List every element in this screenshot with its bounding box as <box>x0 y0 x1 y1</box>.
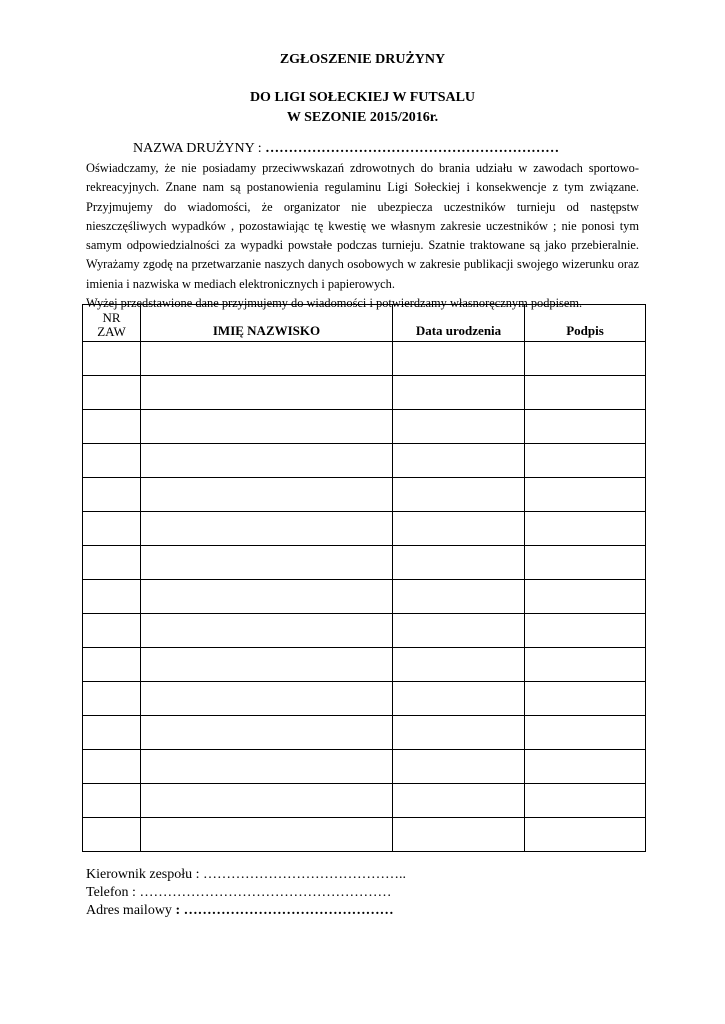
table-row <box>83 580 646 614</box>
cell-name[interactable] <box>141 376 393 410</box>
cell-name[interactable] <box>141 546 393 580</box>
cell-name[interactable] <box>141 818 393 852</box>
cell-name[interactable] <box>141 784 393 818</box>
cell-nr[interactable] <box>83 614 141 648</box>
declaration-confirmation: Wyżej przedstawione dane przyjmujemy do wiadomości i potwierdzamy własnoręcznym podpisem. <box>86 296 583 311</box>
email-field <box>86 902 406 920</box>
cell-name[interactable] <box>141 410 393 444</box>
cell-nr[interactable] <box>83 648 141 682</box>
cell-birth-date[interactable] <box>393 784 525 818</box>
cell-name[interactable] <box>141 444 393 478</box>
cell-nr[interactable] <box>83 478 141 512</box>
cell-nr[interactable] <box>83 818 141 852</box>
team-name-field <box>133 141 559 157</box>
cell-signature[interactable] <box>525 750 646 784</box>
cell-birth-date[interactable] <box>393 614 525 648</box>
cell-birth-date[interactable] <box>393 376 525 410</box>
team-name-dots: ……………………………………………………… <box>265 141 560 156</box>
phone-field: Telefon : ……………………………………………… <box>86 885 392 900</box>
cell-signature[interactable] <box>525 580 646 614</box>
cell-nr[interactable] <box>83 580 141 614</box>
cell-signature[interactable] <box>525 716 646 750</box>
email-label: Adres mailowy <box>86 903 176 918</box>
cell-signature[interactable] <box>525 784 646 818</box>
cell-birth-date[interactable] <box>393 682 525 716</box>
cell-signature[interactable] <box>525 818 646 852</box>
table-header-row <box>83 305 646 342</box>
column-header-nr-line2: ZAW <box>97 324 126 339</box>
table-row <box>83 546 646 580</box>
table-row <box>83 648 646 682</box>
players-table-body <box>83 342 646 852</box>
declaration <box>86 159 639 313</box>
cell-birth-date[interactable] <box>393 750 525 784</box>
email-dots: : ……………………………………… <box>175 903 394 918</box>
column-header-signature: Podpis <box>525 305 646 342</box>
form-subtitle-season: W SEZONIE 2015/2016r. <box>286 110 439 125</box>
cell-signature[interactable] <box>525 682 646 716</box>
cell-signature[interactable] <box>525 614 646 648</box>
cell-signature[interactable] <box>525 342 646 376</box>
cell-nr[interactable] <box>83 682 141 716</box>
cell-birth-date[interactable] <box>393 648 525 682</box>
table-row <box>83 444 646 478</box>
cell-birth-date[interactable] <box>393 580 525 614</box>
cell-nr[interactable] <box>83 376 141 410</box>
table-row <box>83 784 646 818</box>
column-header-birth-date: Data urodzenia <box>393 305 525 342</box>
table-row <box>83 376 646 410</box>
declaration-text: Oświadczamy, że nie posiadamy przeciwwskazań zdrowotnych do brania udziału w zawodach sportowo-rekreacyjnych. Znane nam są postanowienia regulaminu Ligi Sołeckiej i konsekwencje z tym związane. Przyjmujemy do wiadomości, że organizator nie ubezpiecza uczestników turnieju od następstw nieszczęśliwych wypadków , pozostawiając tę kwestię we własnym zakresie uczestników ; nie ponosi tym samym odpowiedzialności za wypadki powstałe podczas turnieju. Szatnie traktowane są jako przebieralnie. Wyrażamy zgodę na przetwarzanie naszych danych osobowych w zakresie publikacji swojego wizerunku oraz imienia i nazwiska w mediach elektronicznych i papierowych. <box>86 161 639 291</box>
cell-birth-date[interactable] <box>393 410 525 444</box>
cell-nr[interactable] <box>83 444 141 478</box>
cell-signature[interactable] <box>525 410 646 444</box>
column-header-name: IMIĘ NAZWISKO <box>141 305 393 342</box>
cell-name[interactable] <box>141 512 393 546</box>
cell-name[interactable] <box>141 682 393 716</box>
cell-name[interactable] <box>141 342 393 376</box>
cell-signature[interactable] <box>525 376 646 410</box>
form-subtitle-league: DO LIGI SOŁECKIEJ W FUTSALU <box>249 90 476 105</box>
cell-name[interactable] <box>141 580 393 614</box>
table-row <box>83 818 646 852</box>
table-row <box>83 716 646 750</box>
cell-name[interactable] <box>141 648 393 682</box>
table-row <box>83 614 646 648</box>
column-header-nr <box>83 305 141 342</box>
column-header-nr-line1: NR <box>102 310 121 325</box>
cell-birth-date[interactable] <box>393 478 525 512</box>
cell-nr[interactable] <box>83 750 141 784</box>
cell-signature[interactable] <box>525 478 646 512</box>
cell-nr[interactable] <box>83 784 141 818</box>
cell-signature[interactable] <box>525 512 646 546</box>
table-row <box>83 478 646 512</box>
cell-nr[interactable] <box>83 342 141 376</box>
cell-nr[interactable] <box>83 546 141 580</box>
table-row <box>83 750 646 784</box>
table-row <box>83 682 646 716</box>
cell-nr[interactable] <box>83 512 141 546</box>
cell-birth-date[interactable] <box>393 716 525 750</box>
cell-nr[interactable] <box>83 410 141 444</box>
cell-birth-date[interactable] <box>393 512 525 546</box>
form-title: ZGŁOSZENIE DRUŻYNY <box>279 52 446 67</box>
cell-name[interactable] <box>141 478 393 512</box>
cell-name[interactable] <box>141 614 393 648</box>
cell-signature[interactable] <box>525 546 646 580</box>
table-row <box>83 410 646 444</box>
players-table <box>82 304 646 852</box>
table-row <box>83 512 646 546</box>
cell-name[interactable] <box>141 716 393 750</box>
cell-birth-date[interactable] <box>393 818 525 852</box>
cell-nr[interactable] <box>83 716 141 750</box>
cell-signature[interactable] <box>525 444 646 478</box>
cell-birth-date[interactable] <box>393 342 525 376</box>
cell-birth-date[interactable] <box>393 546 525 580</box>
contact-section <box>86 866 406 920</box>
cell-signature[interactable] <box>525 648 646 682</box>
table-row <box>83 342 646 376</box>
team-name-label: NAZWA DRUŻYNY : <box>133 141 266 156</box>
cell-name[interactable] <box>141 750 393 784</box>
cell-birth-date[interactable] <box>393 444 525 478</box>
manager-field: Kierownik zespołu : …………………………………….. <box>86 867 407 882</box>
